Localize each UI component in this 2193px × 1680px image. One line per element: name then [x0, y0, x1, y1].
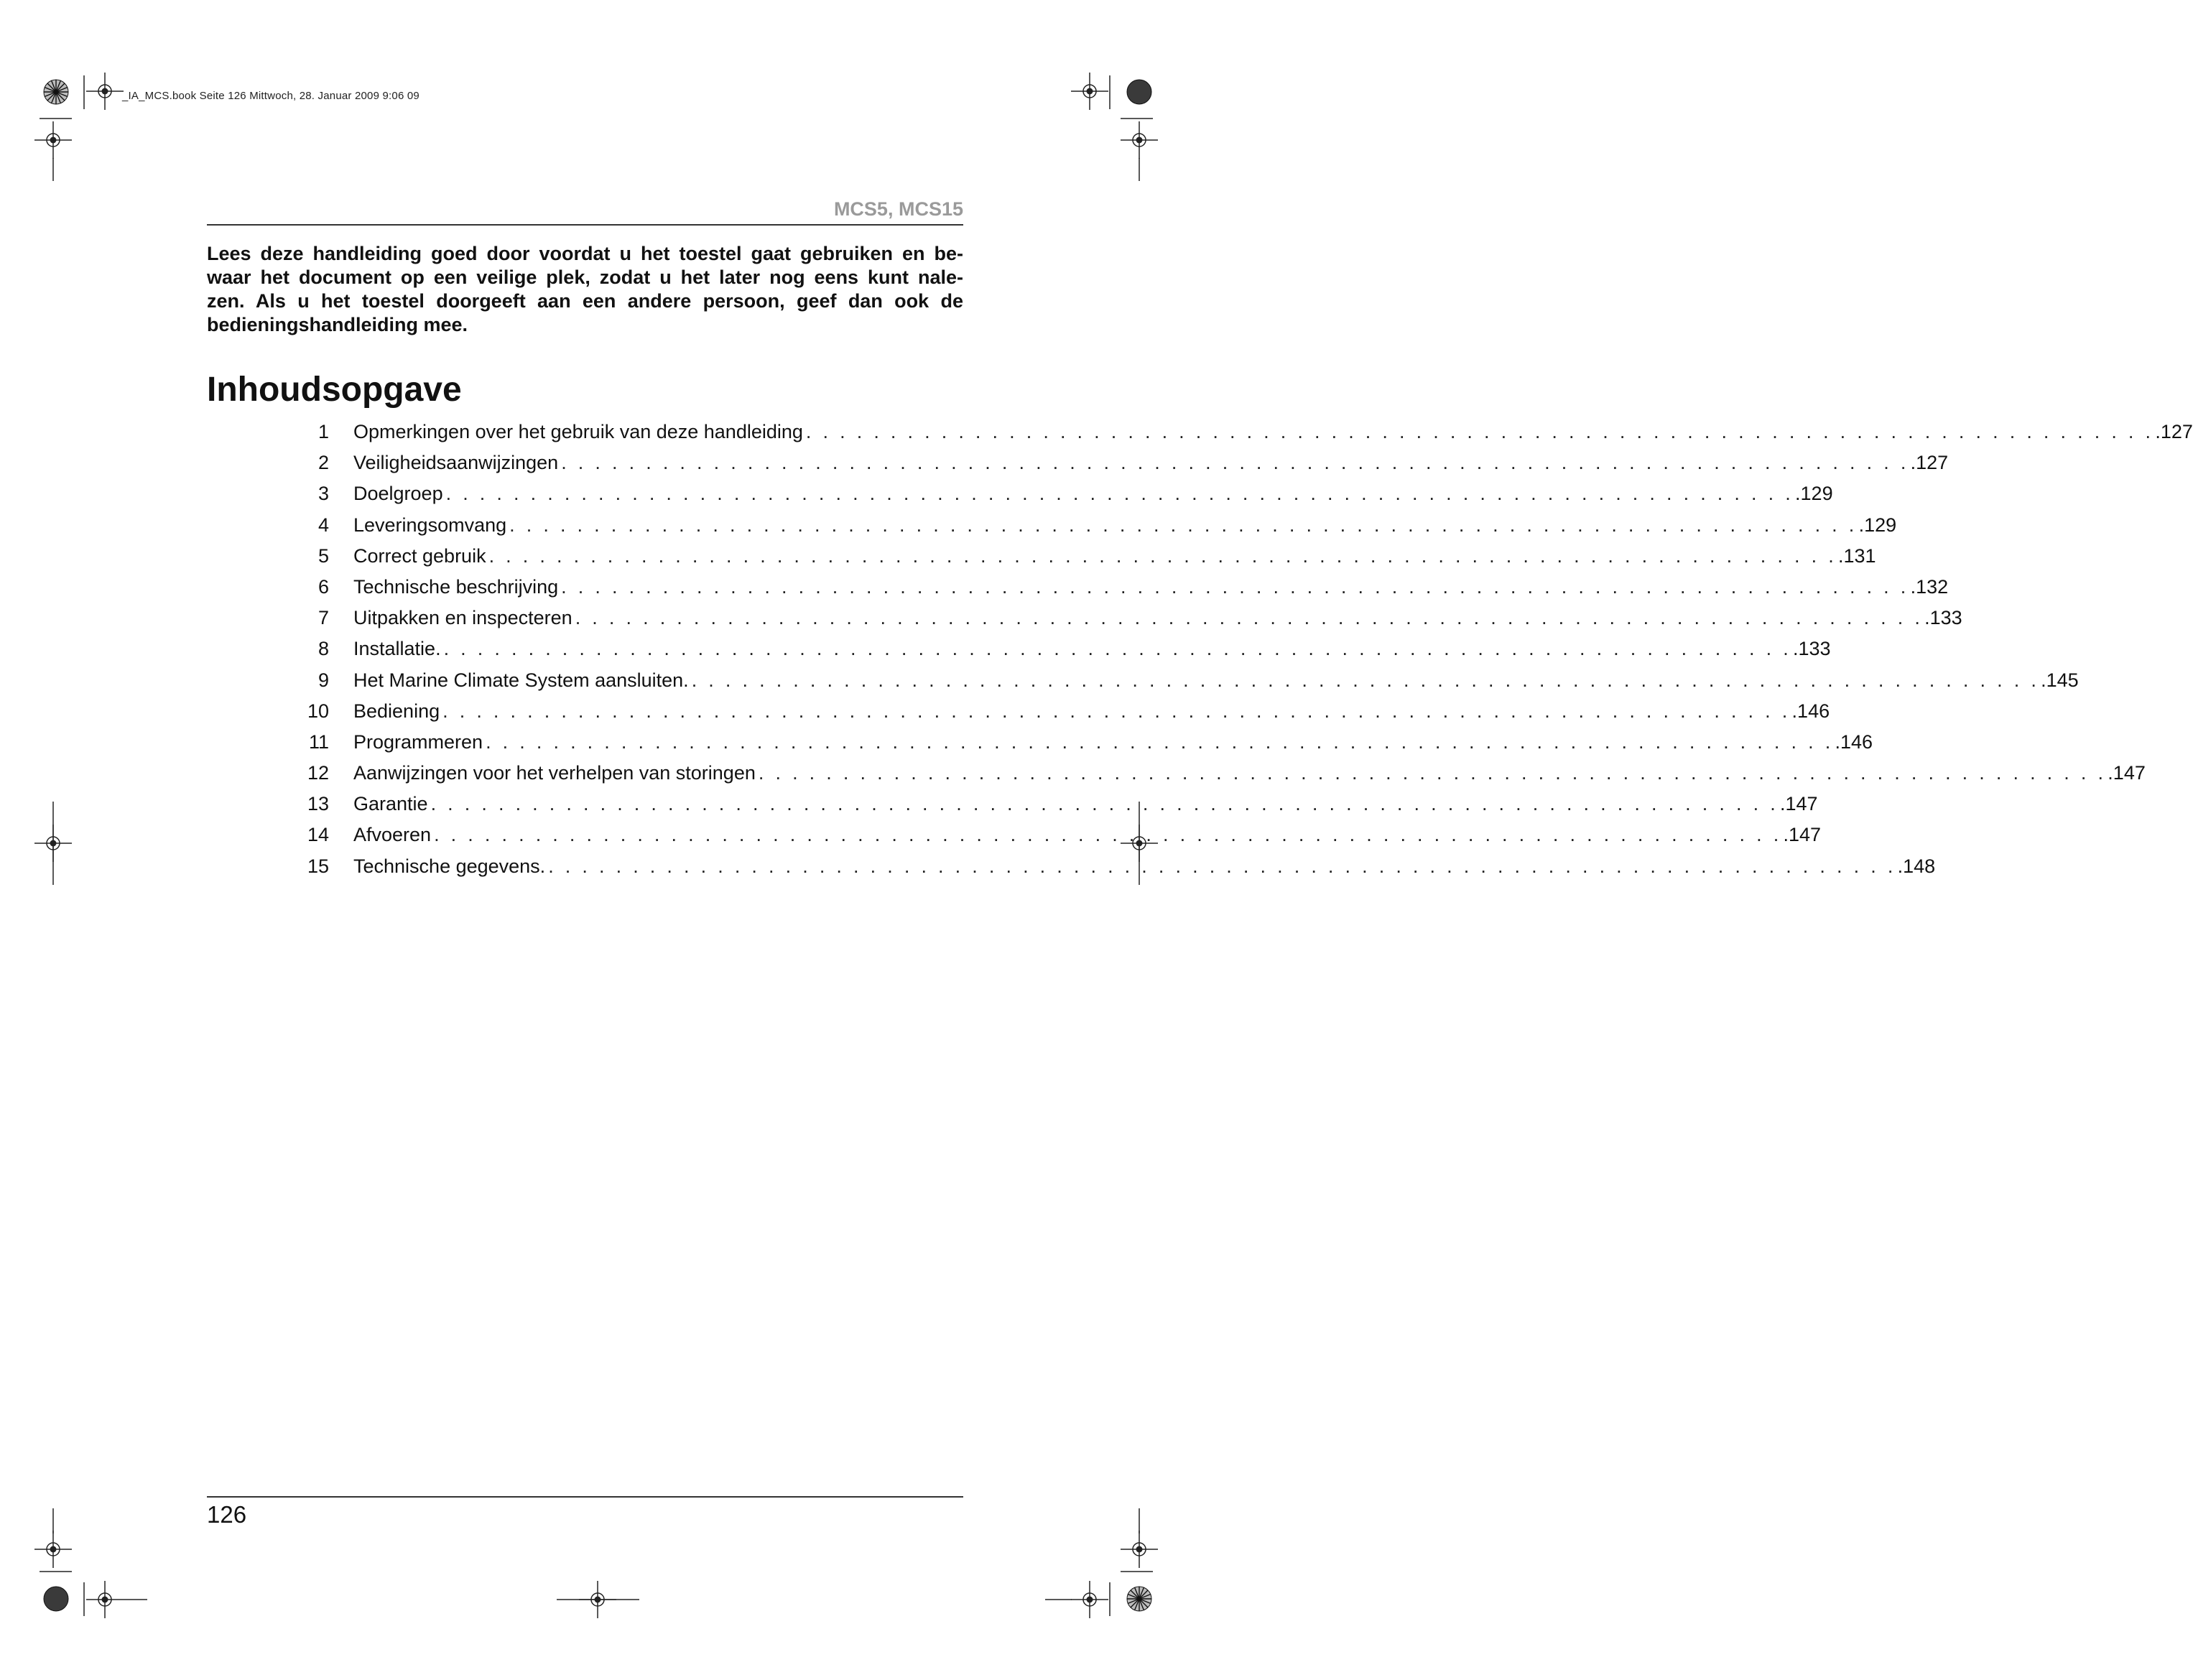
toc-entry-title: Doelgroep: [353, 483, 443, 505]
toc-entry-page: .127: [1910, 452, 1949, 474]
header-rule: [207, 224, 963, 226]
toc-entry-title: Correct gebruik: [353, 544, 486, 567]
toc-entry-page: .133: [1793, 638, 1831, 660]
toc-entry-number: 13: [307, 793, 329, 815]
toc-leader-dots: . . . . . . . . . . . . . . . . . . . . . . . . . . . . . . . . . . . . . . . . . . . . . . . . . . . . . . . . . . . . . . . . . . . . . . . . . . . . . . . .: [561, 452, 1909, 474]
toc-entry-title: Technische beschrijving: [353, 575, 559, 598]
toc-leader-dots: . . . . . . . . . . . . . . . . . . . . . . . . . . . . . . . . . . . . . . . . . . . . . . . . . . . . . . . . . . . . . . . . . . . . . . . . . . . . . . . .: [434, 824, 1782, 846]
print-info: _IA_MCS.book Seite 126 Mittwoch, 28. Januar 2009 9:06 09: [122, 90, 419, 102]
toc-entry-page: .148: [1897, 855, 1936, 877]
toc-entry-page: .131: [1838, 544, 1876, 567]
toc-entry-number: 1: [317, 421, 329, 442]
toc-entry-number: 9: [317, 669, 329, 691]
toc-leader-dots: . . . . . . . . . . . . . . . . . . . . . . . . . . . . . . . . . . . . . . . . . . . . . . . . . . . . . . . . . . . . . . . . . . . . . . . . . . . . . . . .: [805, 421, 2154, 442]
registration-cross-icon: [1121, 1531, 1158, 1568]
toc-entry[interactable]: [302, 669, 2079, 700]
toc-leader-dots: . . . . . . . . . . . . . . . . . . . . . . . . . . . . . . . . . . . . . . . . . . . . . . . . . . . . . . . . . . . . . . . . . . . . . . . . . . . . . . . .: [758, 762, 2107, 784]
registration-cross-icon: [86, 1581, 124, 1618]
toc-leader-dots: . . . . . . . . . . . . . . . . . . . . . . . . . . . . . . . . . . . . . . . . . . . . . . . . . . . . . . . . . . . . . . . . . . . . . . . . . . . . . . . .: [575, 607, 1924, 629]
registration-cross-icon: [1071, 73, 1108, 110]
toc-entry-number: 15: [307, 855, 329, 877]
toc-entry-number: 7: [317, 607, 329, 629]
registration-disc-icon: [1127, 80, 1151, 104]
toc-entry-number: 4: [317, 514, 329, 536]
toc-entry-page: .129: [1858, 514, 1897, 536]
toc-entry-number: 14: [307, 824, 329, 846]
toc-entry-title: Aanwijzingen voor het verhelpen van storingen: [353, 762, 756, 784]
toc-entry[interactable]: [302, 793, 1818, 824]
toc-entry-page: .146: [1791, 700, 1830, 722]
toc-entry-number: 10: [307, 700, 329, 722]
toc-leader-dots: . . . . . . . . . . . . . . . . . . . . . . . . . . . . . . . . . . . . . . . . . . . . . . . . . . . . . . . . . . . . . . . . . . . . . . . . . . . . . . . .: [488, 544, 1837, 567]
toc-entry[interactable]: [302, 452, 1949, 483]
toc-entry[interactable]: [302, 762, 2146, 793]
toc-entry-title: Bediening: [353, 700, 440, 722]
toc-entry-title: Het Marine Climate System aansluiten.: [353, 669, 689, 691]
toc-entry-page: .132: [1910, 575, 1949, 598]
toc-entry[interactable]: [302, 730, 1873, 762]
intro-line: zen. Als u het toestel doorgeeft aan een andere persoon, geef dan ook de: [207, 290, 963, 312]
toc-leader-dots: . . . . . . . . . . . . . . . . . . . . . . . . . . . . . . . . . . . . . . . . . . . . . . . . . . . . . . . . . . . . . . . . . . . . . . . . . . . . . . . .: [443, 638, 1792, 660]
registration-cross-icon: [1121, 121, 1158, 159]
toc-leader-dots: . . . . . . . . . . . . . . . . . . . . . . . . . . . . . . . . . . . . . . . . . . . . . . . . . . . . . . . . . . . . . . . . . . . . . . . . . . . . . . . .: [509, 514, 1858, 536]
toc-entry-page: .133: [1924, 607, 1962, 629]
toc-entry[interactable]: [302, 855, 1936, 886]
toc-leader-dots: . . . . . . . . . . . . . . . . . . . . . . . . . . . . . . . . . . . . . . . . . . . . . . . . . . . . . . . . . . . . . . . . . . . . . . . . . . . . . . . .: [445, 483, 1794, 505]
toc-entry[interactable]: [302, 607, 1962, 638]
registration-cross-icon: [34, 825, 72, 862]
toc-leader-dots: . . . . . . . . . . . . . . . . . . . . . . . . . . . . . . . . . . . . . . . . . . . . . . . . . . . . . . . . . . . . . . . . . . . . . . . . . . . . . . . .: [442, 700, 1791, 722]
toc-leader-dots: . . . . . . . . . . . . . . . . . . . . . . . . . . . . . . . . . . . . . . . . . . . . . . . . . . . . . . . . . . . . . . . . . . . . . . . . . . . . . . . .: [430, 793, 1779, 815]
toc-entry-number: 5: [317, 544, 329, 567]
page-number: 126: [207, 1501, 247, 1528]
toc-leader-dots: . . . . . . . . . . . . . . . . . . . . . . . . . . . . . . . . . . . . . . . . . . . . . . . . . . . . . . . . . . . . . . . . . . . . . . . . . . . . . . . .: [691, 669, 2040, 691]
registration-disc-icon: [44, 1587, 68, 1611]
registration-wheel-icon: [44, 80, 68, 104]
toc-heading: Inhoudsopgave: [207, 371, 462, 409]
toc-entry-number: 8: [317, 638, 329, 660]
toc-entry-title: Veiligheidsaanwijzingen: [353, 452, 559, 474]
toc-entry-number: 6: [317, 575, 329, 598]
toc-entry-title: Afvoeren: [353, 824, 432, 846]
toc-entry-title: Garantie: [353, 793, 428, 815]
registration-cross-icon: [34, 1531, 72, 1568]
toc-entry-number: 11: [308, 730, 329, 753]
toc-entry-title: Uitpakken en inspecteren: [353, 607, 572, 629]
toc-entry[interactable]: [302, 824, 1822, 855]
toc-leader-dots: . . . . . . . . . . . . . . . . . . . . . . . . . . . . . . . . . . . . . . . . . . . . . . . . . . . . . . . . . . . . . . . . . . . . . . . . . . . . . . . .: [561, 575, 1909, 598]
footer-rule: [207, 1496, 963, 1498]
intro-paragraph: [207, 242, 963, 337]
toc-entry-title: Technische gegevens.: [353, 855, 546, 877]
intro-line: Lees deze handleiding goed door voordat u het toestel gaat gebruiken en be-: [207, 243, 963, 264]
toc-entry-page: .147: [1783, 824, 1822, 846]
registration-cross-icon: [86, 73, 124, 110]
toc-entry-page: .146: [1835, 730, 1873, 753]
toc-entry-number: 3: [317, 483, 329, 505]
toc-entry-page: .129: [1795, 483, 1833, 505]
toc-entry[interactable]: [302, 421, 2193, 452]
registration-cross-icon: [579, 1581, 616, 1618]
toc-entry-title: Programmeren: [353, 730, 483, 753]
registration-cross-icon: [34, 121, 72, 159]
table-of-contents: [302, 421, 2193, 886]
toc-entry[interactable]: [302, 575, 1949, 607]
intro-line: waar het document op een veilige plek, zodat u het later nog eens kunt nale-: [207, 266, 963, 288]
toc-entry[interactable]: [302, 483, 1833, 514]
toc-entry-number: 2: [317, 452, 329, 474]
registration-cross-icon: [1071, 1581, 1108, 1618]
toc-entry[interactable]: [302, 638, 1831, 669]
toc-entry[interactable]: [302, 700, 1830, 731]
toc-entry-title: Opmerkingen over het gebruik van deze handleiding: [353, 421, 803, 442]
toc-entry-title: Leveringsomvang: [353, 514, 507, 536]
toc-entry[interactable]: [302, 514, 1897, 545]
toc-entry-page: .147: [1780, 793, 1818, 815]
registration-wheel-icon: [1127, 1587, 1151, 1611]
toc-entry-page: .145: [2041, 669, 2079, 691]
toc-entry-title: Installatie.: [353, 638, 441, 660]
toc-entry-page: .147: [2108, 762, 2146, 784]
toc-entry-page: .127: [2155, 421, 2193, 442]
toc-entry-number: 12: [307, 762, 329, 784]
intro-line: bedieningshandleiding mee.: [207, 314, 468, 335]
toc-leader-dots: . . . . . . . . . . . . . . . . . . . . . . . . . . . . . . . . . . . . . . . . . . . . . . . . . . . . . . . . . . . . . . . . . . . . . . . . . . . . . . . .: [548, 855, 1896, 877]
toc-entry[interactable]: [302, 544, 1876, 576]
toc-leader-dots: . . . . . . . . . . . . . . . . . . . . . . . . . . . . . . . . . . . . . . . . . . . . . . . . . . . . . . . . . . . . . . . . . . . . . . . . . . . . . . . .: [486, 730, 1834, 753]
header-title: MCS5, MCS15: [833, 198, 963, 220]
